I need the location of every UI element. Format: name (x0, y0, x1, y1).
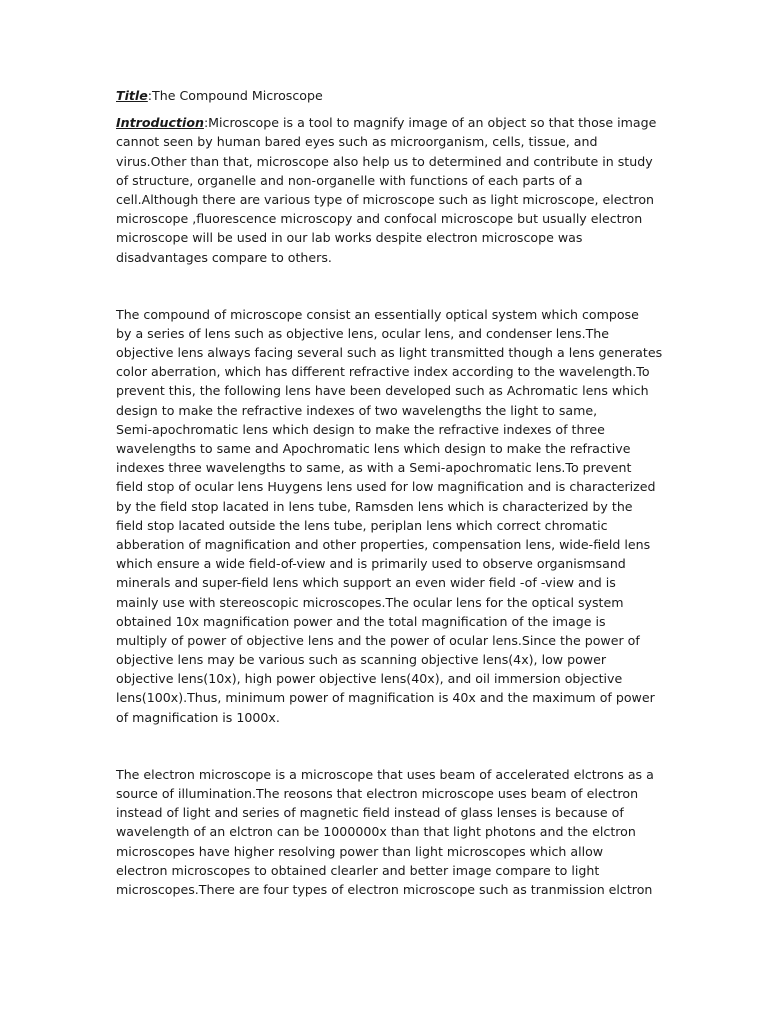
electron-microscope-paragraph (116, 765, 656, 899)
paragraph-line: electron microscopes to obtained clearler and better image compare to light (116, 862, 600, 878)
paragraph-line: field stop lacated outside the lens tube, periplan lens which correct chromatic (116, 517, 608, 533)
paragraph-line: disadvantages compare to others. (116, 249, 332, 265)
paragraph-line: objective lens always facing several such as light transmitted though a lens generates (116, 345, 663, 361)
paragraph-line: microscope will be used in our lab works despite electron microscope was (116, 230, 583, 246)
document-title (116, 86, 656, 105)
paragraph-line: field stop of ocular lens Huygens lens used for low magnification and is characterized (116, 479, 656, 495)
paragraph-line: multiply of power of objective lens and the power of ocular lens.Since the power of (116, 632, 640, 648)
paragraph-line: abberation of magnification and other properties, compensation lens, wide-field lens (116, 536, 651, 552)
paragraph-line: objective lens(10x), high power objective lens(40x), and oil immersion objective (116, 671, 623, 687)
paragraph-line: objective lens may be various such as scanning objective lens(4x), low power (116, 652, 607, 668)
paragraph-line: which ensure a wide field-of-view and is primarily used to observe organismsand (116, 556, 626, 572)
paragraph-line: color aberration, which has different refractive index according to the wavelength.To (116, 364, 650, 380)
paragraph-line: source of illumination.The reosons that electron microscope uses beam of electron (116, 786, 639, 801)
paragraph-line: mainly use with stereoscopic microscopes.The ocular lens for the optical system (116, 594, 624, 610)
paragraph-spacer (116, 727, 656, 765)
paragraph-line: prevent this, the following lens have been developed such as Achromatic lens which (116, 383, 649, 399)
paragraph-line: wavelengths to same and Apochromatic lens which design to make the refractive (116, 441, 631, 456)
introduction-label: Introduction (116, 115, 204, 131)
paragraph-line: The compound of microscope consist an essentially optical system which compose (116, 306, 639, 322)
paragraph-spacer (116, 267, 656, 305)
paragraph-line: cell.Although there are various type of microscope such as light microscope, electron (116, 191, 655, 207)
paragraph-line: The electron microscope is a microscope that uses beam of accelerated elctrons as a (116, 766, 654, 782)
paragraph-line: minerals and super-field lens which support an even wider field -of -view and is (116, 575, 616, 591)
paragraph-line-text: :Microscope is a tool to magnify image of an object so that those image (203, 115, 657, 131)
paragraph-line: design to make the refractive indexes of two wavelengths the light to same, (116, 402, 598, 418)
paragraph-line: by a series of lens such as objective lens, ocular lens, and condenser lens.The (116, 325, 609, 341)
paragraph-line: indexes three wavelengths to same, as with a Semi-apochromatic lens.To prevent (116, 460, 632, 476)
paragraph-line: of structure, organelle and non-organelle with functions of each parts of a (116, 172, 583, 188)
paragraph-line: of magnification is 1000x. (116, 709, 280, 725)
paragraph-line: Semi-apochromatic lens which design to make the refractive indexes of three (116, 421, 605, 437)
paragraph-line: cannot seen by human bared eyes such as microorganism, cells, tissue, and (116, 134, 598, 150)
paragraph-line: microscope ,fluorescence microscopy and confocal microscope but usually electron (116, 211, 643, 227)
document-body (116, 86, 663, 899)
title-label: Title (116, 88, 148, 103)
paragraph-line: obtained 10x magnification power and the total magnification of the image is (116, 613, 606, 629)
compound-microscope-paragraph (116, 305, 663, 727)
paragraph-line: virus.Other than that, microscope also help us to determined and contribute in study (116, 153, 653, 169)
paragraph-line: microscopes have higher resolving power than light microscopes which allow (116, 843, 604, 859)
title-text: :The Compound Microscope (147, 88, 323, 103)
paragraph-line: by the field stop lacated in lens tube, Ramsden lens which is characterized by the (116, 498, 633, 514)
paragraph-line: wavelength of an elctron can be 1000000x than that light photons and the elctron (116, 824, 636, 840)
paragraph-line: instead of light and series of magnetic field instead of glass lenses is because of (116, 805, 624, 821)
paragraph-line: microscopes.There are four types of electron microscope such as tranmission elctron (116, 881, 653, 897)
paragraph-line (116, 113, 656, 132)
paragraph-line: lens(100x).Thus, minimum power of magnification is 40x and the maximum of power (116, 690, 655, 706)
introduction-paragraph (116, 113, 656, 267)
